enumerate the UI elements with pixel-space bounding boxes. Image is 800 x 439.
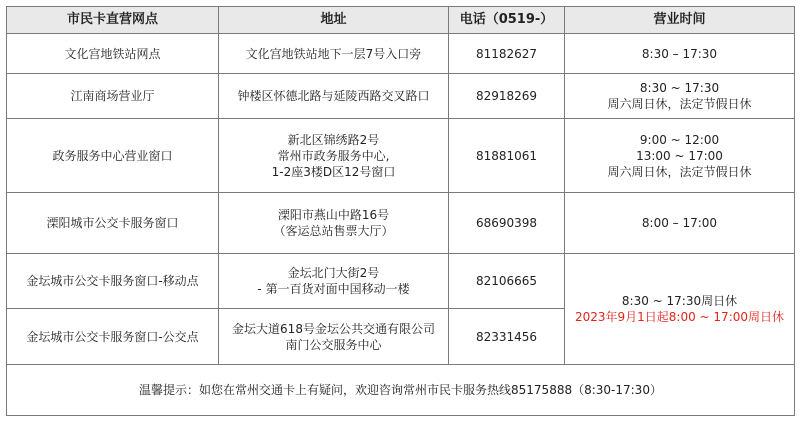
outlet-phone: 82106665 (449, 254, 565, 309)
outlet-address: 新北区锦绣路2号 常州市政务服务中心, 1-2座3楼D区12号窗口 (219, 119, 449, 193)
outlet-address: 溧阳市燕山中路16号 （客运总站售票大厅） (219, 193, 449, 254)
header-outlet: 市民卡直营网点 (7, 7, 219, 34)
header-address: 地址 (219, 7, 449, 34)
jintan-hours (565, 254, 795, 365)
table-row (7, 193, 795, 254)
outlet-phone: 82331456 (449, 309, 565, 365)
outlet-address: 金坛北门大街2号 - 第一百货对面中国移动一楼 (219, 254, 449, 309)
footer-row (7, 365, 795, 416)
header-hours: 营业时间 (565, 7, 795, 34)
outlet-hours: 9:00 ~ 12:00 13:00 ~ 17:00 周六周日休，法定节假日休 (565, 119, 795, 193)
outlet-phone: 81881061 (449, 119, 565, 193)
table-row (7, 119, 795, 193)
outlet-name: 金坛城市公交卡服务窗口-移动点 (7, 254, 219, 309)
outlet-name: 政务服务中心营业窗口 (7, 119, 219, 193)
table-row (7, 254, 795, 309)
service-points-table (6, 6, 795, 416)
outlet-name: 溧阳城市公交卡服务窗口 (7, 193, 219, 254)
outlet-name: 江南商场营业厅 (7, 74, 219, 119)
table-row (7, 34, 795, 74)
outlet-hours: 8:00 – 17:00 (565, 193, 795, 254)
table-header-row (7, 7, 795, 34)
table-row (7, 74, 795, 119)
outlet-name: 金坛城市公交卡服务窗口-公交点 (7, 309, 219, 365)
outlet-hours: 8:30 ~ 17:30 周六周日休，法定节假日休 (565, 74, 795, 119)
jintan-hours-notice: 2023年9月1日起8:00 ~ 17:00周日休 (574, 310, 785, 324)
jintan-hours-regular: 8:30 ~ 17:30周日休 (621, 294, 738, 308)
service-points-table-wrapper (6, 6, 794, 432)
outlet-phone: 81182627 (449, 34, 565, 74)
outlet-phone: 68690398 (449, 193, 565, 254)
footer-note: 温馨提示：如您在常州交通卡上有疑问，欢迎咨询常州市民卡服务热线85175888（8:30-17:30） (7, 365, 795, 416)
outlet-address: 文化宫地铁站地下一层7号入口旁 (219, 34, 449, 74)
outlet-address: 钟楼区怀德北路与延陵西路交叉路口 (219, 74, 449, 119)
outlet-phone: 82918269 (449, 74, 565, 119)
header-phone: 电话（0519-） (449, 7, 565, 34)
outlet-name: 文化宫地铁站网点 (7, 34, 219, 74)
outlet-hours: 8:30 – 17:30 (565, 34, 795, 74)
outlet-address: 金坛大道618号金坛公共交通有限公司 南门公交服务中心 (219, 309, 449, 365)
